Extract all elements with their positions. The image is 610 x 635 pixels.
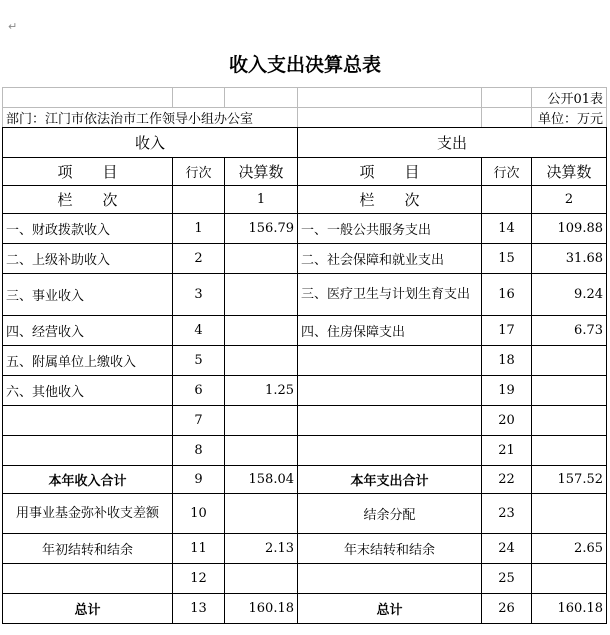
expense-amount: 6.73	[532, 316, 607, 346]
income-item	[3, 406, 173, 436]
income-column-index-label: 栏 次	[3, 186, 173, 214]
page-title: 收入支出决算总表	[228, 54, 381, 76]
expense-item: 三、医疗卫生与计划生育支出	[298, 274, 482, 316]
table-row	[3, 214, 607, 244]
table-row	[3, 466, 607, 494]
paragraph-mark: ↵	[8, 20, 18, 33]
income-line-header: 行次	[173, 158, 225, 186]
expense-line-number: 14	[482, 214, 532, 244]
expense-line-number: 21	[482, 436, 532, 466]
income-line-number: 4	[173, 316, 225, 346]
income-amount	[225, 494, 298, 534]
table-row	[3, 346, 607, 376]
income-amount: 1.25	[225, 376, 298, 406]
expense-item: 年末结转和结余	[298, 534, 482, 564]
expense-header: 支出	[298, 128, 607, 158]
expense-line-number: 17	[482, 316, 532, 346]
expense-line-number: 19	[482, 376, 532, 406]
income-header: 收入	[3, 128, 298, 158]
income-line-number: 11	[173, 534, 225, 564]
income-amount: 156.79	[225, 214, 298, 244]
income-item: 本年收入合计	[3, 466, 173, 494]
expense-item: 总计	[298, 594, 482, 624]
income-line-number: 2	[173, 244, 225, 274]
income-amount: 2.13	[225, 534, 298, 564]
table-row	[3, 494, 607, 534]
income-line-number: 1	[173, 214, 225, 244]
income-item-header: 项 目	[3, 158, 173, 186]
income-amount	[225, 274, 298, 316]
table-row	[3, 244, 607, 274]
expense-amount: 2.65	[532, 534, 607, 564]
expense-line-number: 22	[482, 466, 532, 494]
income-item: 六、其他收入	[3, 376, 173, 406]
income-item: 一、财政拨款收入	[3, 214, 173, 244]
expense-amount	[532, 406, 607, 436]
income-amount-header: 决算数	[225, 158, 298, 186]
expense-item: 本年支出合计	[298, 466, 482, 494]
expense-amount	[532, 494, 607, 534]
expense-item	[298, 346, 482, 376]
expense-amount	[532, 564, 607, 594]
income-amount: 158.04	[225, 466, 298, 494]
expense-item: 结余分配	[298, 494, 482, 534]
expense-amount: 109.88	[532, 214, 607, 244]
expense-item: 四、住房保障支出	[298, 316, 482, 346]
expense-line-number: 26	[482, 594, 532, 624]
income-amount	[225, 244, 298, 274]
table-row	[3, 376, 607, 406]
income-amount	[225, 564, 298, 594]
table-row	[3, 594, 607, 624]
income-amount	[225, 346, 298, 376]
expense-amount	[532, 376, 607, 406]
income-item: 四、经营收入	[3, 316, 173, 346]
income-line-number: 8	[173, 436, 225, 466]
expense-amount: 157.52	[532, 466, 607, 494]
table-row	[3, 436, 607, 466]
department-label: 部门：江门市依法治市工作领导小组办公室	[3, 108, 298, 128]
expense-column-index-label: 栏 次	[298, 186, 482, 214]
income-line-number: 9	[173, 466, 225, 494]
expense-column-number: 2	[532, 186, 607, 214]
expense-amount: 31.68	[532, 244, 607, 274]
expense-amount-header: 决算数	[532, 158, 607, 186]
income-line-number: 13	[173, 594, 225, 624]
income-item: 年初结转和结余	[3, 534, 173, 564]
expense-item	[298, 406, 482, 436]
income-item: 三、事业收入	[3, 274, 173, 316]
income-line-number: 6	[173, 376, 225, 406]
income-item: 二、上级补助收入	[3, 244, 173, 274]
income-amount	[225, 316, 298, 346]
table-row	[3, 274, 607, 316]
table-row	[3, 406, 607, 436]
income-amount: 160.18	[225, 594, 298, 624]
income-item: 用事业基金弥补收支差额	[3, 494, 173, 534]
table-row	[3, 534, 607, 564]
income-column-number: 1	[225, 186, 298, 214]
expense-line-header: 行次	[482, 158, 532, 186]
expense-item	[298, 564, 482, 594]
expense-item	[298, 436, 482, 466]
expense-line-number: 25	[482, 564, 532, 594]
expense-line-number: 24	[482, 534, 532, 564]
income-amount	[225, 436, 298, 466]
expense-line-number: 15	[482, 244, 532, 274]
table-row	[3, 316, 607, 346]
expense-item: 二、社会保障和就业支出	[298, 244, 482, 274]
expense-amount	[532, 436, 607, 466]
income-line-number: 7	[173, 406, 225, 436]
expense-item: 一、一般公共服务支出	[298, 214, 482, 244]
expense-item	[298, 376, 482, 406]
income-line-number: 3	[173, 274, 225, 316]
expense-line-number: 20	[482, 406, 532, 436]
expense-amount: 9.24	[532, 274, 607, 316]
income-line-number: 12	[173, 564, 225, 594]
income-line-number: 10	[173, 494, 225, 534]
unit-label: 单位：万元	[532, 108, 607, 128]
income-item: 五、附属单位上缴收入	[3, 346, 173, 376]
expense-amount: 160.18	[532, 594, 607, 624]
expense-item-header: 项 目	[298, 158, 482, 186]
summary-table	[2, 87, 607, 624]
income-amount	[225, 406, 298, 436]
form-number: 公开01表	[532, 88, 607, 108]
income-item	[3, 564, 173, 594]
expense-amount	[532, 346, 607, 376]
expense-line-number: 16	[482, 274, 532, 316]
table-row	[3, 564, 607, 594]
expense-line-number: 23	[482, 494, 532, 534]
income-item	[3, 436, 173, 466]
income-line-number: 5	[173, 346, 225, 376]
income-item: 总计	[3, 594, 173, 624]
expense-line-number: 18	[482, 346, 532, 376]
